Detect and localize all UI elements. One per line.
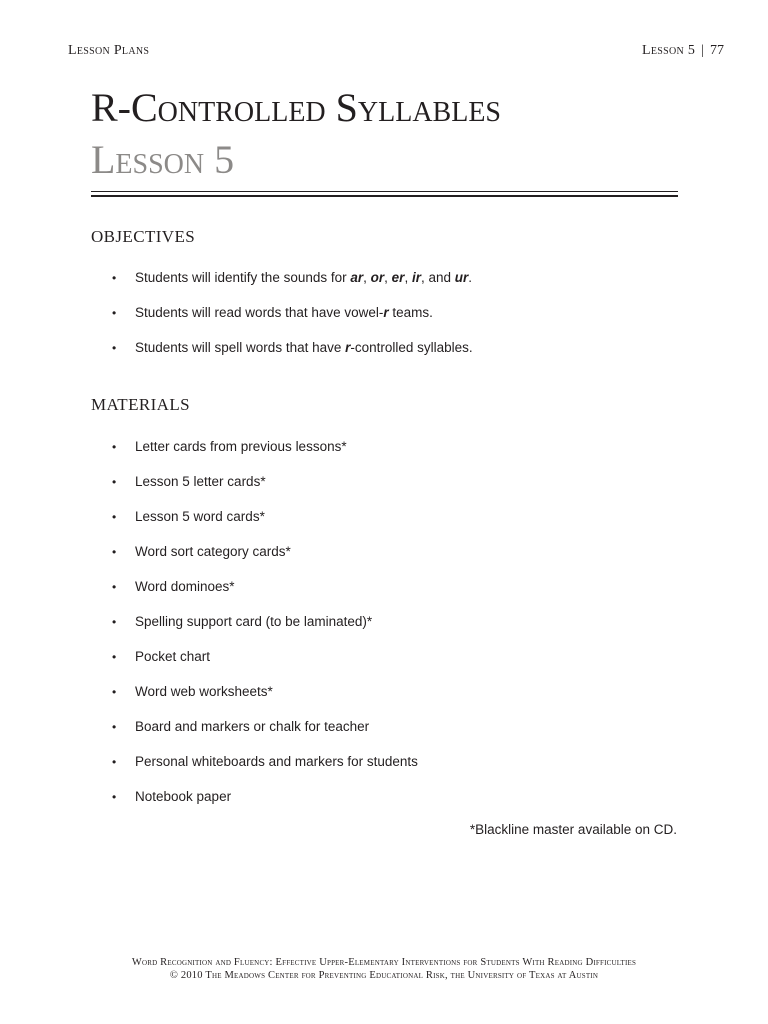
emphasized-letters: ir [411,270,421,285]
objective-text-run: , [404,270,412,285]
bullet-icon: • [112,580,117,594]
material-item [112,473,418,508]
objectives-heading: OBJECTIVES [91,227,196,246]
emphasized-letters: ur [454,270,469,285]
objective-item [112,269,473,304]
material-text: Pocket chart [135,649,211,664]
bullet-icon: • [112,685,117,699]
emphasized-letters: or [370,270,385,285]
material-item [112,578,418,613]
material-item [112,788,418,823]
material-item [112,613,418,648]
material-item [112,683,418,718]
objective-text [135,340,473,355]
material-item [112,718,418,753]
title-divider-thin [91,191,678,192]
bullet-icon: • [112,440,117,454]
material-text: Notebook paper [135,789,232,804]
running-head-lesson: Lesson 5 [642,43,696,58]
bullet-icon: • [112,615,117,629]
bullet-icon: • [112,271,117,285]
material-text: Word sort category cards* [135,544,291,559]
material-text: Spelling support card (to be laminated)* [135,614,373,629]
objective-text [135,270,472,285]
page-subtitle: Lesson 5 [91,137,235,182]
page-title: R-Controlled Syllables [91,85,502,130]
bullet-icon: • [112,475,117,489]
objective-item [112,304,473,339]
bullet-icon: • [112,755,117,769]
material-text: Personal whiteboards and markers for students [135,754,418,769]
bullet-icon: • [112,306,117,320]
running-head-section: Lesson Plans [68,43,150,58]
material-text: Lesson 5 word cards* [135,509,265,524]
bullet-icon: • [112,720,117,734]
material-item [112,648,418,683]
materials-heading: MATERIALS [91,395,190,414]
material-item [112,543,418,578]
material-text: Lesson 5 letter cards* [135,474,266,489]
bullet-icon: • [112,510,117,524]
material-text: Board and markers or chalk for teacher [135,719,370,734]
bullet-icon: • [112,545,117,559]
footer-book-title: Word Recognition and Fluency: Effective Upper-Elementary Interventions for Students With Reading Difficulties [131,957,637,968]
objective-item [112,339,473,374]
objective-text-run: , [363,270,371,285]
emphasized-letters: r [383,305,389,320]
material-text: Word web worksheets* [135,684,273,699]
material-item [112,438,418,473]
objective-text-run: teams. [388,305,433,320]
materials-list [112,438,418,823]
objective-text-run: Students will spell words that have [135,340,346,355]
running-head [68,43,724,61]
objective-text-run: . [468,270,473,285]
title-block [91,84,681,184]
footer-copyright: © 2010 The Meadows Center for Preventing Educational Risk, the University of Texas at Austin [169,970,599,981]
title-divider-thick [91,195,678,197]
objectives-list [112,269,473,374]
emphasized-letters: r [345,340,351,355]
objective-text-run: , and [420,270,455,285]
material-item [112,508,418,543]
objective-text [135,305,433,320]
blackline-footnote: *Blackline master available on CD. [469,822,677,837]
emphasized-letters: ar [350,270,364,285]
objective-text-run: -controlled syllables. [350,340,473,355]
page-number: 77 [710,43,724,58]
objective-text-run: , [384,270,392,285]
material-text: Letter cards from previous lessons* [135,439,347,454]
objective-text-run: Students will read words that have vowel- [135,305,384,320]
bullet-icon: • [112,790,117,804]
bullet-icon: • [112,341,117,355]
material-item [112,753,418,788]
objective-text-run: Students will identify the sounds for [135,270,351,285]
running-head-page-info [642,43,724,59]
bullet-icon: • [112,650,117,664]
running-head-separator: | [701,43,704,58]
material-text: Word dominoes* [135,579,235,594]
page-footer [0,956,768,982]
emphasized-letters: er [391,270,405,285]
